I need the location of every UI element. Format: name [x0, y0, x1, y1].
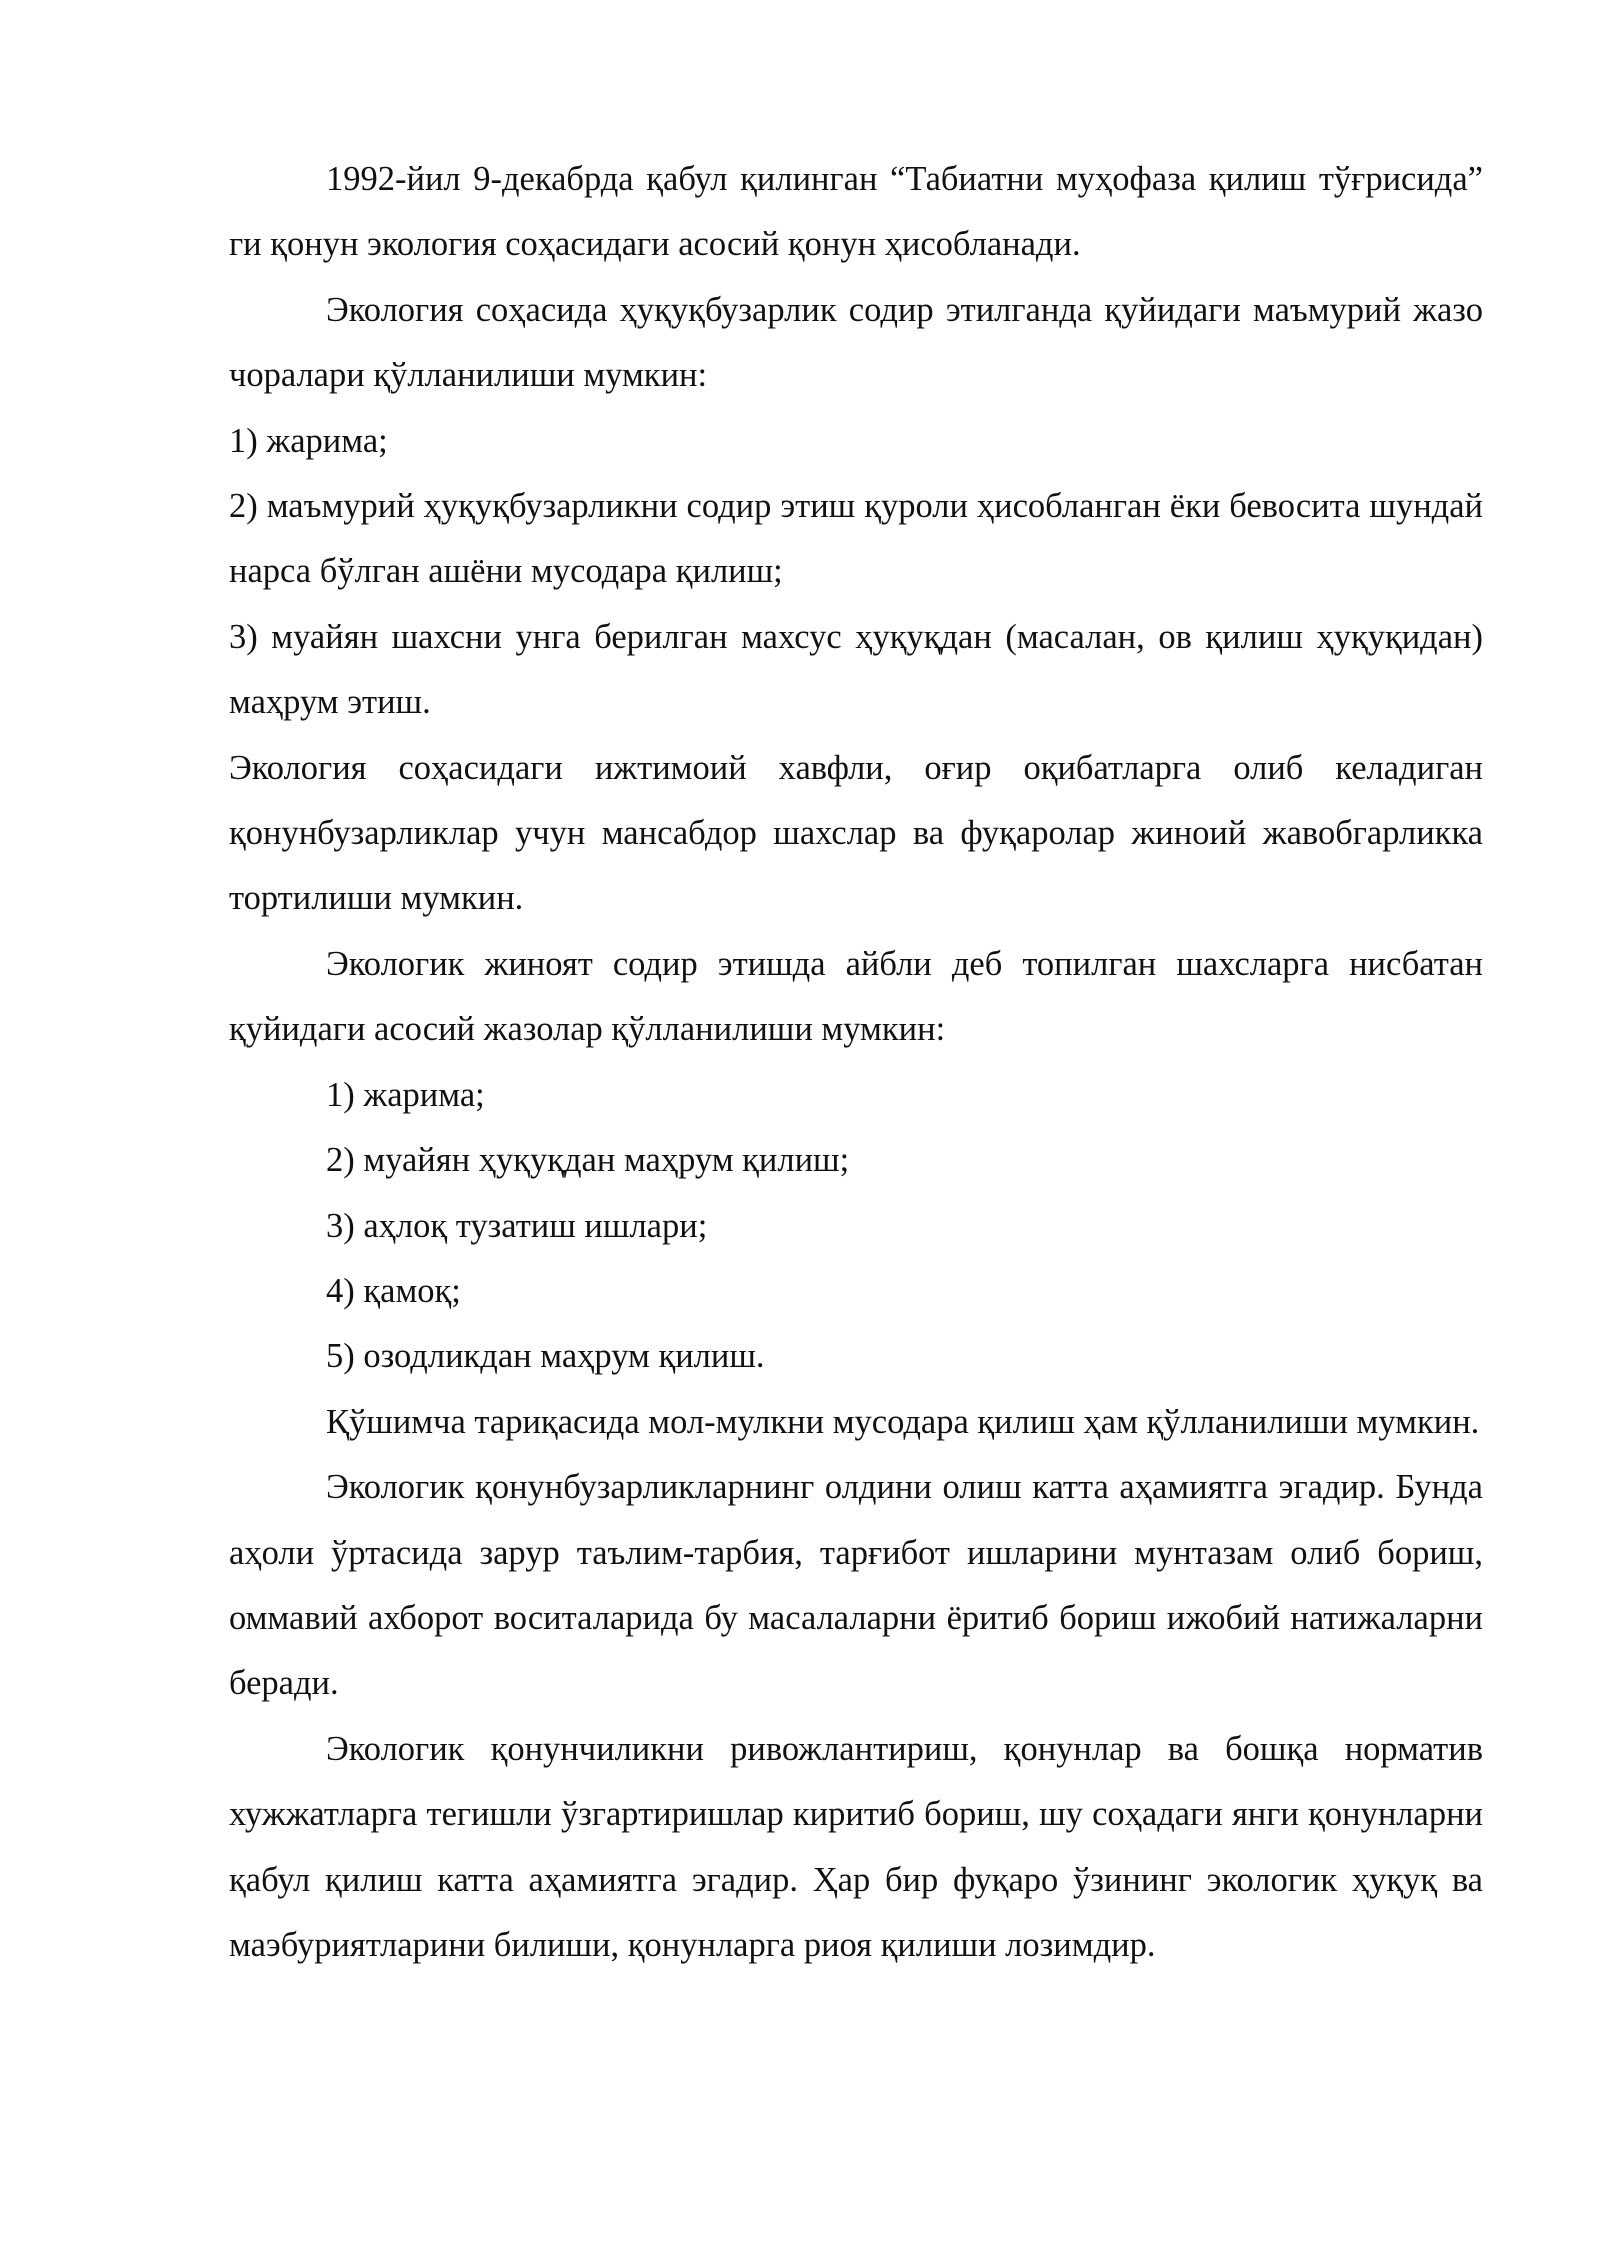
list-item-admin-deprivation: 3) муайян шахсни унга берилган махсус ҳуқуқдан (масалан, ов қилиш ҳуқуқидан) маҳрум этиш.	[229, 617, 1483, 722]
list-item-admin-confiscation: 2) маъмурий ҳуқуқбузарликни содир этиш қуроли ҳисобланган ёки бевосита шундай нарса бўлган ашёни мусодара қилиш;	[229, 487, 1483, 591]
paragraph-law-intro: 1992-йил 9-декабрда қабул қилинган “Табиатни муҳофаза қилиш тўғрисида” ги қонун экология соҳасидаги асосий қонун ҳисобланади.	[229, 160, 1483, 264]
paragraph-legislation-development: Экологик қонунчиликни ривожлантириш, қонунлар ва бошқа норматив хужжатларга тегишли ўзгартиришлар киритиб бориш, шу соҳадаги янги қонунларни қабул қилиш катта аҳамиятга эгадир. Ҳар бир фуқаро ўзининг экологик ҳуқуқ ва маэбуриятларини билиши, қонунларга риоя қилиши лозимдир.	[229, 1729, 1483, 1964]
list-item-criminal-deprivation: 2) муайян ҳуқуқдан маҳрум қилиш;	[326, 1141, 850, 1180]
paragraph-additional-confiscation: Қўшимча тариқасида мол-мулкни мусодара қилиш ҳам қўлланилиши мумкин.	[326, 1402, 1480, 1441]
list-item-criminal-fine: 1) жарима;	[326, 1075, 485, 1114]
list-item-correctional-labor: 3) аҳлоқ тузатиш ишлари;	[326, 1206, 708, 1245]
list-item-imprisonment: 5) озодликдан маҳрум қилиш.	[326, 1337, 765, 1376]
paragraph-admin-penalties-intro: Экология соҳасида ҳуқуқбузарлик содир этилганда қуйидаги маъмурий жазо чоралари қўлланилиши мумкин:	[229, 290, 1483, 395]
paragraph-prevention: Экологик қонунбузарликларнинг олдини олиш катта аҳамиятга эгадир. Бунда аҳоли ўртасида зарур таълим-тарбия, тарғибот ишларини мунтазам олиб бориш, оммавий ахборот воситаларида бу масалаларни ёритиб бориш ижобий натижаларни беради.	[229, 1468, 1483, 1703]
list-item-arrest: 4) қамоқ;	[326, 1271, 461, 1310]
list-item-admin-fine: 1) жарима;	[229, 421, 388, 460]
paragraph-criminal-liability: Экология соҳасидаги ижтимоий хавфли, оғир оқибатларга олиб келадиган қонунбузарликлар учун мансабдор шахслар ва фуқаролар жиноий жавобгарликка тортилиши мумкин.	[229, 748, 1483, 918]
document-body	[229, 147, 1483, 1978]
paragraph-criminal-penalties-intro: Экологик жиноят содир этишда айбли деб топилган шахсларга нисбатан қуйидаги асосий жазолар қўлланилиши мумкин:	[229, 944, 1483, 1049]
